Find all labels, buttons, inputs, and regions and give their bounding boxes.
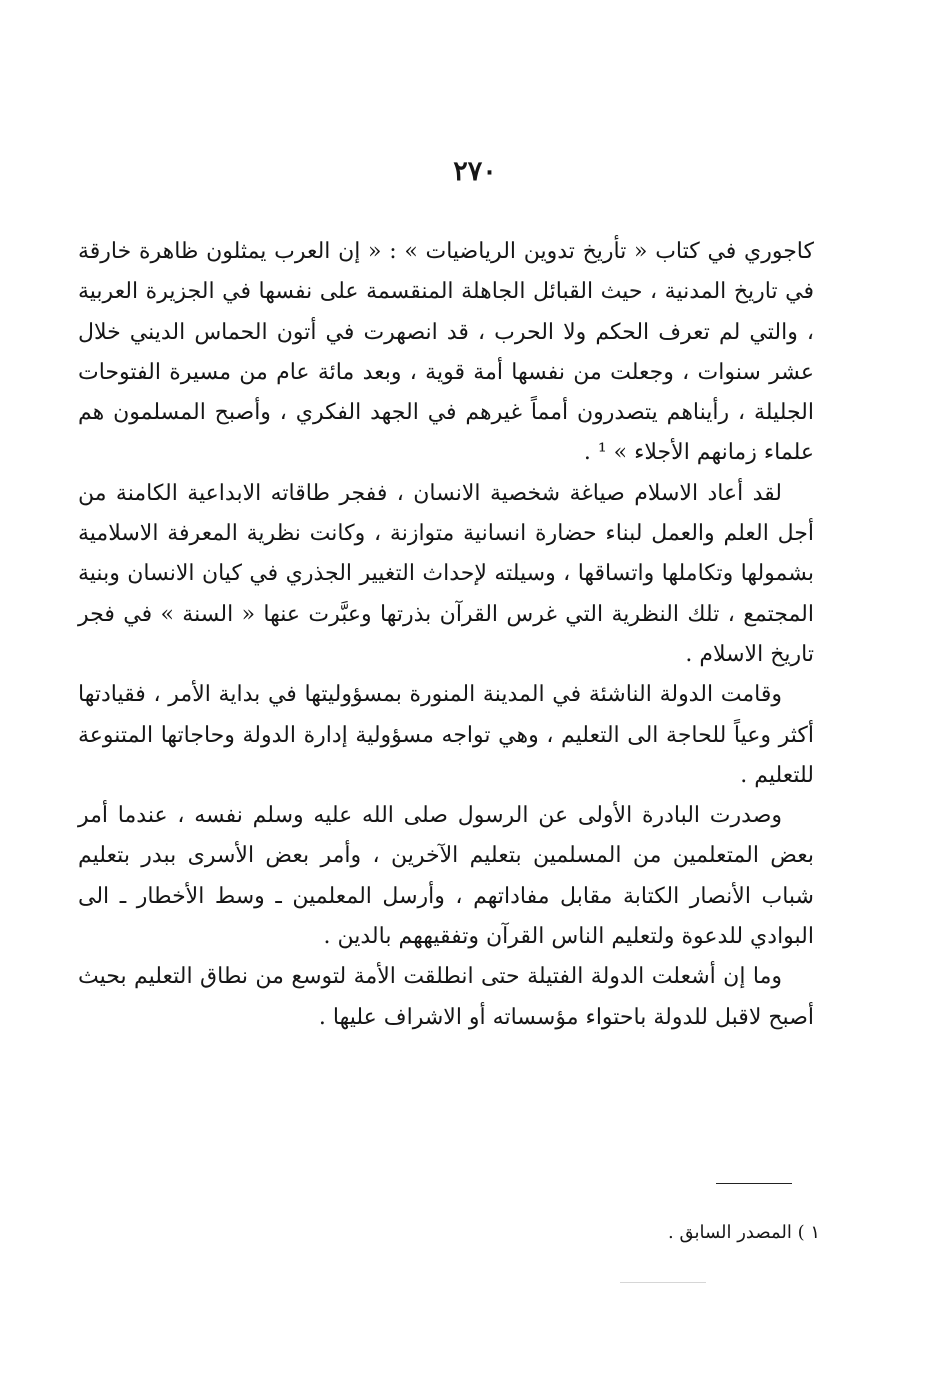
paragraph-islam-knowledge: لقد أعاد الاسلام صياغة شخصية الانسان ، ففجر طاقاته الابداعية الكامنة من أجل العلم والعمل لبناء حضارة انسانية متوازنة ، وكانت نظرية المعرفة الاسلامية بشمولها وتكاملها واتساقها ، وسيلته لإحداث التغيير الجذري في كيان الانسان وبنية المجتمع ، تلك النظرية التي غرس القرآن بذرتها وعبَّرت عنها « السنة » في فجر تاريخ الاسلام . bbox=[78, 480, 814, 667]
paragraph-state-education: وقامت الدولة الناشئة في المدينة المنورة بمسؤوليتها في بداية الأمر ، فقيادتها أكثر وعياً للحاجة الى التعليم ، وهي تواجه مسؤولية إدارة الدولة وحاجاتها المتنوعة للتعليم . bbox=[78, 682, 814, 788]
main-text bbox=[78, 232, 814, 1038]
scan-mark bbox=[620, 1282, 706, 1283]
paragraph-nation-expansion: وما إن أشعلت الدولة الفتيلة حتى انطلقت الأمة لتوسع من نطاق التعليم بحيث أصبح لاقبل للدولة باحتواء مؤسساته أو الاشراف عليها . bbox=[78, 964, 814, 1030]
paragraph-quote-continuation: كاجوري في كتاب « تأريخ تدوين الرياضيات » : « إن العرب يمثلون ظاهرة خارقة في تاريخ المدنية ، حيث القبائل الجاهلة المنقسمة على نفسها في الجزيرة العربية ، والتي لم تعرف الحكم ولا الحرب ، قد انصهرت في أتون الحماس الديني خلال عشر سنوات ، وجعلت من نفسها أمة قوية ، وبعد مائة عام من مسيرة الفتوحات الجليلة ، رأيناهم يتصدرون أمماً غيرهم في الجهد الفكري ، وأصبح المسلمون هم علماء زمانهم الأجلاء » ¹ . bbox=[78, 239, 814, 466]
paragraph-prophet-initiative: وصدرت البادرة الأولى عن الرسول صلى الله عليه وسلم نفسه ، عندما أمر بعض المتعلمين من المسلمين بتعليم الآخرين ، وأمر بعض الأسرى ببدر بتعليم شباب الأنصار الكتابة مقابل مفاداتهم ، وأرسل المعلمين ـ وسط الأخطار ـ الى البوادي للدعوة ولتعليم الناس القرآن وتفقيههم بالدين . bbox=[78, 803, 814, 950]
footnote-divider bbox=[716, 1183, 792, 1184]
footnote: ١ ) المصدر السابق . bbox=[668, 1222, 820, 1243]
page-number: ٢٧٠ bbox=[453, 156, 497, 187]
